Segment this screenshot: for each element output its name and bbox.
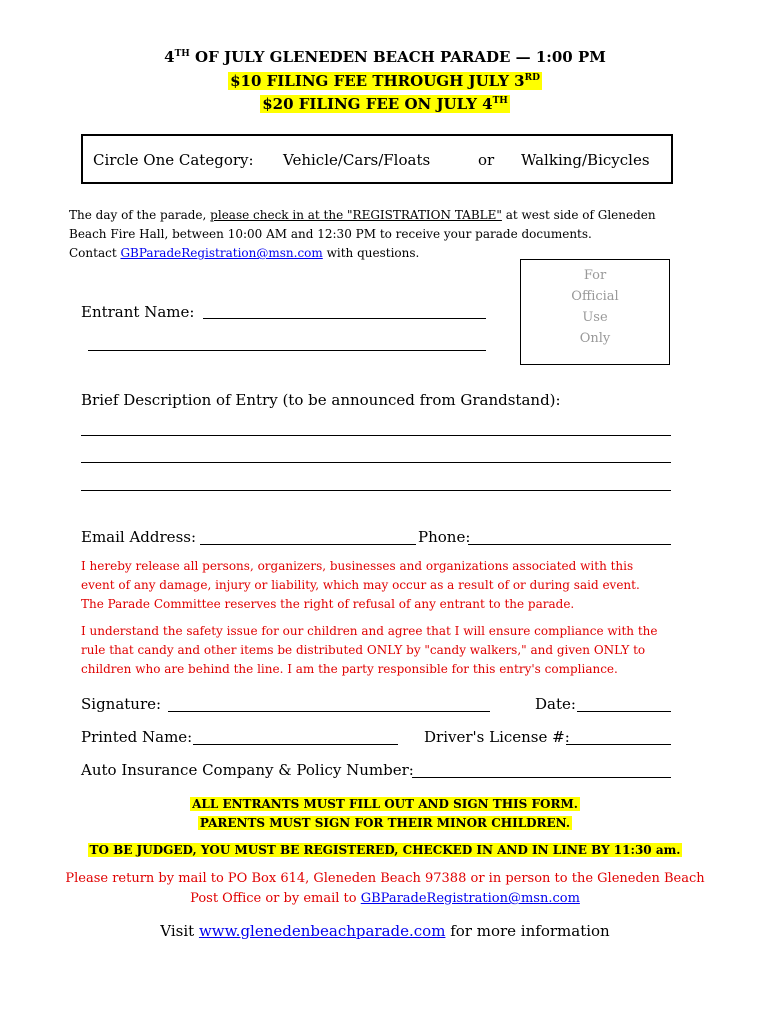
checkin-line-1: The day of the parade, please check in at the "REGISTRATION TABLE" at west side of Gleneden (69, 208, 656, 222)
notice-parents: PARENTS MUST SIGN FOR THEIR MINOR CHILDREN. (199, 816, 571, 830)
email-line[interactable] (200, 544, 416, 545)
signature-line[interactable] (168, 711, 490, 712)
checkin-line-2: Beach Fire Hall, between 10:00 AM and 12:30 PM to receive your parade documents. (69, 227, 592, 241)
category-option-vehicle[interactable]: Vehicle/Cars/Floats (283, 151, 431, 169)
return-email-link[interactable]: GBParadeRegistration@msn.com (360, 891, 580, 906)
registration-email-link[interactable]: GBParadeRegistration@msn.com (120, 246, 323, 260)
header-line-1: 4TH OF JULY GLENEDEN BEACH PARADE — 1:00 PM (164, 48, 606, 66)
phone-label: Phone: (418, 528, 471, 546)
return-line-2: Post Office or by email to GBParadeRegistration@msn.com (190, 891, 580, 906)
drivers-license-label: Driver's License #: (424, 728, 570, 746)
category-option-walking[interactable]: Walking/Bicycles (521, 151, 650, 169)
header-line-3: $20 FILING FEE ON JULY 4TH (262, 95, 508, 113)
category-label: Circle One Category: (93, 151, 254, 169)
notice-judged: TO BE JUDGED, YOU MUST BE REGISTERED, CHECKED IN AND IN LINE BY 11:30 am. (89, 843, 681, 857)
release-p1-line-3: The Parade Committee reserves the right of refusal of any entrant to the parade. (81, 597, 575, 611)
date-line[interactable] (577, 711, 671, 712)
description-line-3[interactable] (81, 490, 671, 491)
printed-name-line[interactable] (193, 744, 398, 745)
email-label: Email Address: (81, 528, 197, 546)
insurance-label: Auto Insurance Company & Policy Number: (81, 761, 414, 779)
website-link[interactable]: www.glenedenbeachparade.com (198, 922, 446, 940)
header-line-2: $10 FILING FEE THROUGH JULY 3RD (230, 72, 540, 90)
phone-line[interactable] (468, 544, 671, 545)
drivers-license-line[interactable] (566, 744, 671, 745)
insurance-line[interactable] (412, 777, 671, 778)
release-p2-line-1: I understand the safety issue for our children and agree that I will ensure compliance with the (81, 624, 658, 638)
return-line-1: Please return by mail to PO Box 614, Gleneden Beach 97388 or in person to the Gleneden Beach (65, 871, 705, 886)
description-line-1[interactable] (81, 435, 671, 436)
description-label: Brief Description of Entry (to be announced from Grandstand): (81, 391, 561, 409)
release-p2-line-3: children who are behind the line. I am the party responsible for this entry's compliance. (81, 662, 618, 676)
date-label: Date: (535, 695, 576, 713)
entrant-name-label: Entrant Name: (81, 303, 195, 321)
release-p2-line-2: rule that candy and other items be distributed ONLY by "candy walkers," and given ONLY to (81, 643, 646, 657)
signature-label: Signature: (81, 695, 162, 713)
release-p1-line-1: I hereby release all persons, organizers, businesses and organizations associated with this (81, 559, 634, 573)
notice-all-entrants: ALL ENTRANTS MUST FILL OUT AND SIGN THIS FORM. (192, 797, 578, 811)
entrant-name-line-2[interactable] (88, 350, 486, 351)
description-line-2[interactable] (81, 462, 671, 463)
category-or: or (478, 151, 495, 169)
printed-name-label: Printed Name: (81, 728, 193, 746)
release-p1-line-2: event of any damage, injury or liability, which may occur as a result of or during said event. (81, 578, 640, 592)
entrant-name-line-1[interactable] (203, 318, 486, 319)
official-use-box: For Official Use Only (520, 259, 670, 365)
category-box (81, 134, 673, 184)
checkin-line-3: Contact GBParadeRegistration@msn.com with questions. (69, 246, 420, 260)
visit-line: Visit www.glenedenbeachparade.com for more information (160, 922, 610, 940)
